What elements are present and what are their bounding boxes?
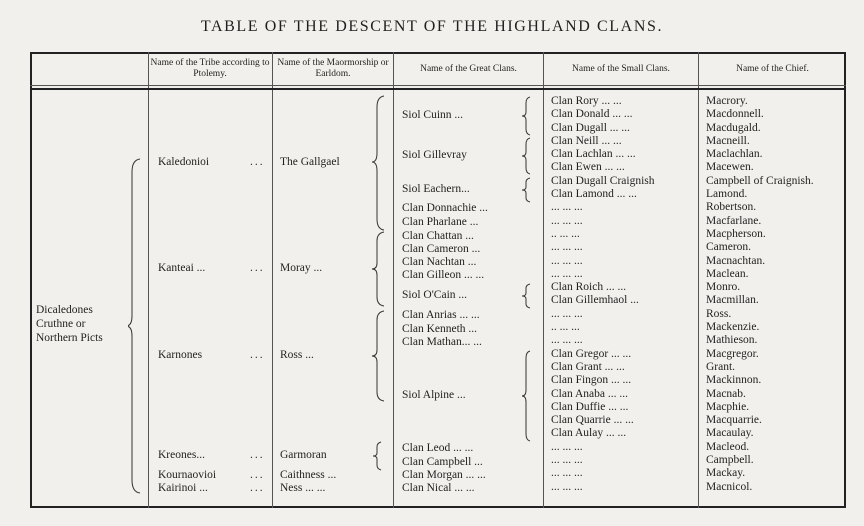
chief-name: Mackay. xyxy=(706,467,746,480)
chief-name: Monro. xyxy=(706,281,741,294)
great-clan: Clan Kenneth ... xyxy=(402,323,478,335)
tribe-name: Kanteai ... xyxy=(158,262,206,274)
small-clan: Clan Lamond ... ... xyxy=(551,188,637,201)
chief-name: Mathieson. xyxy=(706,334,758,347)
chief-name: Cameron. xyxy=(706,241,752,254)
people-brace xyxy=(128,158,142,494)
tribe-name: Kreones... xyxy=(158,449,205,461)
chief-name: Macnab. xyxy=(706,387,746,400)
small-clan: ... ... ... xyxy=(551,201,583,214)
chief-name: Mackinnon. xyxy=(706,374,762,387)
chief-name: Ross. xyxy=(706,307,732,320)
gallgael-brace xyxy=(372,95,388,231)
great-clan: Clan Anrias ... ... xyxy=(402,309,480,321)
tribe-dots: ... xyxy=(250,469,265,481)
small-clan: Clan Duffie ... ... xyxy=(551,400,629,413)
chief-name: Grant. xyxy=(706,360,736,373)
small-clan: Clan Anaba ... ... xyxy=(551,387,628,400)
great-clan: Clan Pharlane ... xyxy=(402,216,479,228)
tribe-dots: ... xyxy=(250,156,265,168)
column-divider xyxy=(698,52,699,508)
header-divider xyxy=(30,88,846,90)
tribe-name: Kairinoi ... xyxy=(158,482,208,494)
chief-name: Macnicol. xyxy=(706,480,753,493)
header-maormor: Name of the Maormorship or Earldom. xyxy=(277,58,389,79)
great-clan: Clan Mathan... ... xyxy=(402,336,482,348)
chief-name: Macgregor. xyxy=(706,347,759,360)
small-clan: ... ... ... xyxy=(551,454,583,467)
siol-eachern-brace xyxy=(521,177,533,203)
great-clan: Clan Nical ... ... xyxy=(402,482,475,494)
small-clan: Clan Aulay ... ... xyxy=(551,427,627,440)
siol-alpine-brace xyxy=(521,350,533,442)
small-clan: ... ... ... xyxy=(551,334,583,347)
great-clan: Siol Cuinn ... xyxy=(402,109,464,121)
siol-cuinn-brace xyxy=(521,96,533,136)
small-clan: ... ... ... xyxy=(551,307,583,320)
earldom-name: Caithness ... xyxy=(280,469,337,481)
chief-name: Macmillan. xyxy=(706,294,759,307)
chief-name: Macdonnell. xyxy=(706,108,764,121)
small-clan: Clan Donald ... ... xyxy=(551,108,633,121)
small-clan: ... ... ... xyxy=(551,241,583,254)
small-clan: Clan Grant ... ... xyxy=(551,360,625,373)
chief-name: Mackenzie. xyxy=(706,321,760,334)
chief-name: Macrory. xyxy=(706,95,748,107)
siol-gillevray-brace xyxy=(521,137,533,175)
garmoran-brace xyxy=(372,441,384,471)
chief-name: Campbell of Craignish. xyxy=(706,174,814,187)
small-clan: Clan Fingon ... ... xyxy=(551,374,632,387)
great-clan: Siol O'Cain ... xyxy=(402,289,468,301)
column-divider xyxy=(393,52,394,508)
great-clan: Clan Cameron ... xyxy=(402,243,481,255)
tribe-name: Kaledonioi xyxy=(158,156,210,168)
great-clan: Siol Eachern... xyxy=(402,183,470,195)
header-tribe: Name of the Tribe according to Ptolemy. xyxy=(150,58,270,79)
chief-name: Maclean. xyxy=(706,267,749,280)
small-clan: ... ... ... xyxy=(551,267,583,280)
small-clans-column xyxy=(551,95,655,494)
chief-name: Macquarrie. xyxy=(706,414,762,427)
small-clan: Clan Lachlan ... ... xyxy=(551,148,636,161)
great-clan: Clan Nachtan ... xyxy=(402,256,477,268)
header-great-clans: Name of the Great Clans. xyxy=(420,64,517,74)
column-divider xyxy=(272,52,273,508)
table-title: TABLE OF THE DESCENT OF THE HIGHLAND CLANS. xyxy=(200,18,664,35)
people-name: Dicaledones Cruthne or Northern Picts xyxy=(36,304,103,344)
chief-name: Robertson. xyxy=(706,201,757,214)
tribe-dots: ... xyxy=(250,449,265,461)
chief-name: Macfarlane. xyxy=(706,214,762,227)
column-divider xyxy=(543,52,544,508)
small-clan: ... ... ... xyxy=(551,467,583,480)
great-clan: Clan Morgan ... ... xyxy=(402,469,486,481)
earldom-name: Ness ... ... xyxy=(280,482,326,494)
great-clan: Clan Donnachie ... xyxy=(402,202,488,214)
chiefs-column xyxy=(706,95,814,494)
chief-name: Maclachlan. xyxy=(706,148,763,161)
earldom-name: Garmoran xyxy=(280,449,327,461)
tribe-name: Kournaovioi xyxy=(158,469,217,481)
chief-name: Macaulay. xyxy=(706,427,754,440)
moray-brace xyxy=(372,231,388,307)
chief-name: Macewen. xyxy=(706,161,754,174)
small-clan: Clan Quarrie ... ... xyxy=(551,414,634,427)
great-clan: Siol Gillevray xyxy=(402,149,467,161)
header-small-clans: Name of the Small Clans. xyxy=(572,64,670,74)
great-clan: Clan Gilleon ... ... xyxy=(402,269,485,281)
chief-name: Macneill. xyxy=(706,134,750,147)
small-clan: Clan Dugall Craignish xyxy=(551,174,655,187)
tribe-name: Karnones xyxy=(158,349,203,361)
small-clan: ... ... ... xyxy=(551,480,583,493)
small-clan: Clan Gillemhaol ... xyxy=(551,294,639,307)
tribe-dots: ... xyxy=(250,262,265,274)
small-clan: Clan Dugall ... ... xyxy=(551,121,630,134)
tribe-dots: ... xyxy=(250,482,265,494)
earldom-name: Ross ... xyxy=(280,349,314,361)
chief-name: Lamond. xyxy=(706,188,748,201)
small-clan: ... ... ... xyxy=(551,214,583,227)
small-clan: Clan Rory ... ... xyxy=(551,95,622,107)
small-clan: Clan Neill ... ... xyxy=(551,134,622,147)
earldom-name: The Gallgael xyxy=(280,156,340,168)
great-clan: Clan Leod ... ... xyxy=(402,442,474,454)
great-clan: Siol Alpine ... xyxy=(402,389,466,401)
great-clan: Clan Campbell ... xyxy=(402,456,483,468)
header-chief: Name of the Chief. xyxy=(736,64,809,74)
small-clan: Clan Roich ... ... xyxy=(551,281,627,294)
column-divider xyxy=(148,52,149,508)
chief-name: Macleod. xyxy=(706,440,750,453)
small-clan: ... ... ... xyxy=(551,254,583,267)
small-clan: Clan Gregor ... ... xyxy=(551,347,632,360)
ross-brace xyxy=(372,310,388,402)
chief-name: Macdugald. xyxy=(706,121,761,134)
chief-name: Macnachtan. xyxy=(706,254,766,267)
siol-ocain-brace xyxy=(521,283,533,309)
small-clan: .. ... ... xyxy=(551,321,580,334)
great-clan: Clan Chattan ... xyxy=(402,230,474,242)
chief-name: Macpherson. xyxy=(706,227,766,240)
chief-name: Macphie. xyxy=(706,400,750,413)
tribe-dots: ... xyxy=(250,349,265,361)
header-divider xyxy=(30,85,846,86)
small-clan: ... ... ... xyxy=(551,440,583,453)
small-clan: .. ... ... xyxy=(551,227,580,240)
small-clan: Clan Ewen ... ... xyxy=(551,161,625,174)
chief-name: Campbell. xyxy=(706,454,754,467)
earldom-name: Moray ... xyxy=(280,262,323,274)
